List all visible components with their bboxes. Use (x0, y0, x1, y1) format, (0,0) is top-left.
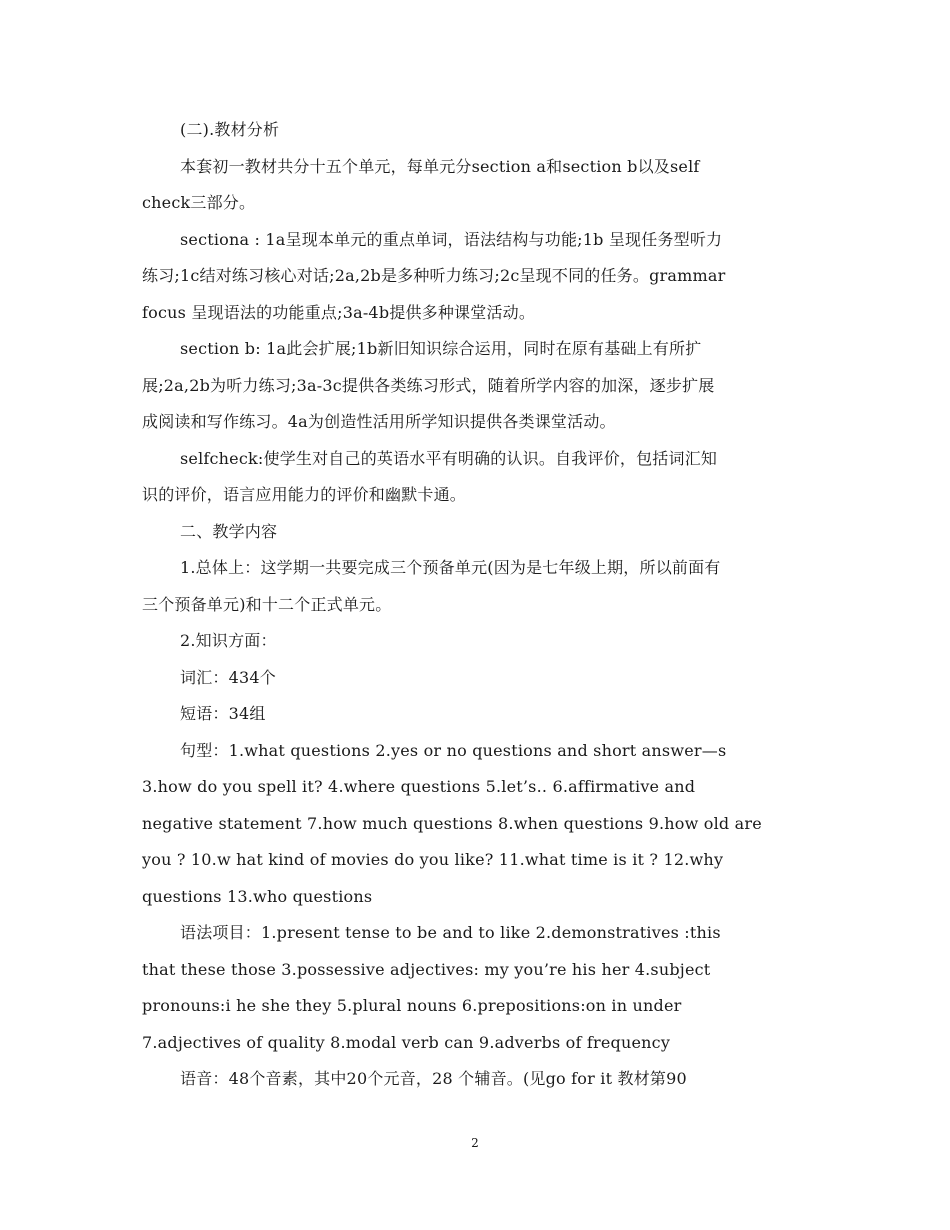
page-number: 2 (471, 1136, 479, 1150)
text-line: selfcheck:使学生对自己的英语水平有明确的认识。自我评价，包括词汇知 (180, 448, 718, 468)
text-line: 句型：1.what questions 2.yes or no questions and short answer—s (180, 740, 727, 760)
text-line: 二、教学内容 (180, 521, 278, 541)
text-line: 语法项目：1.present tense to be and to like 2.demonstratives :this (180, 923, 721, 942)
text-line: 三个预备单元)和十二个正式单元。 (142, 594, 392, 614)
text-line: sectiona : 1a呈现本单元的重点单词，语法结构与功能;1b 呈现任务型听力 (180, 229, 723, 249)
text-line: pronouns:i he she they 5.plural nouns 6.prepositions:on in under (142, 996, 682, 1015)
text-line: 3.how do you spell it? 4.where questions 5.let’s.. 6.affirmative and (142, 777, 696, 796)
text-line: section b: 1a此会扩展;1b新旧知识综合运用，同时在原有基础上有所扩 (180, 339, 702, 358)
text-line: 成阅读和写作练习。4a为创造性活用所学知识提供各类课堂活动。 (142, 412, 616, 431)
text-line: that these those 3.possessive adjectives: my you’re his her 4.subject (142, 959, 711, 979)
text-line: negative statement 7.how much questions 8.when questions 9.how old are (142, 813, 762, 833)
text-line: 7.adjectives of quality 8.modal verb can 9.adverbs of frequency (142, 1032, 671, 1052)
text-line: (二).教材分析 (180, 120, 280, 139)
text-line: 练习;1c结对练习核心对话;2a,2b是多种听力练习;2c呈现不同的任务。grammar (142, 266, 726, 285)
text-line: 2.知识方面： (180, 631, 277, 650)
text-line: 词汇：434个 (180, 667, 276, 687)
text-line: check三部分。 (142, 193, 256, 212)
text-line: 识的评价，语言应用能力的评价和幽默卡通。 (142, 485, 467, 504)
document-body (142, 112, 812, 1098)
text-line: 语音：48个音素，其中20个元音，28 个辅音。(见go for it 教材第90 (180, 1069, 687, 1088)
text-line: 1.总体上：这学期一共要完成三个预备单元(因为是七年级上期，所以前面有 (180, 558, 721, 577)
text-line: you ? 10.w hat kind of movies do you like? 11.what time is it ? 12.why (142, 850, 724, 869)
text-line: 展;2a,2b为听力练习;3a-3c提供各类练习形式，随着所学内容的加深，逐步扩展 (142, 375, 715, 395)
text-line: focus 呈现语法的功能重点;3a-4b提供多种课堂活动。 (142, 302, 536, 322)
text-line: questions 13.who questions (142, 886, 373, 906)
text-line: 本套初一教材共分十五个单元，每单元分section a和section b以及self (180, 156, 700, 176)
text-line: 短语：34组 (180, 704, 266, 723)
